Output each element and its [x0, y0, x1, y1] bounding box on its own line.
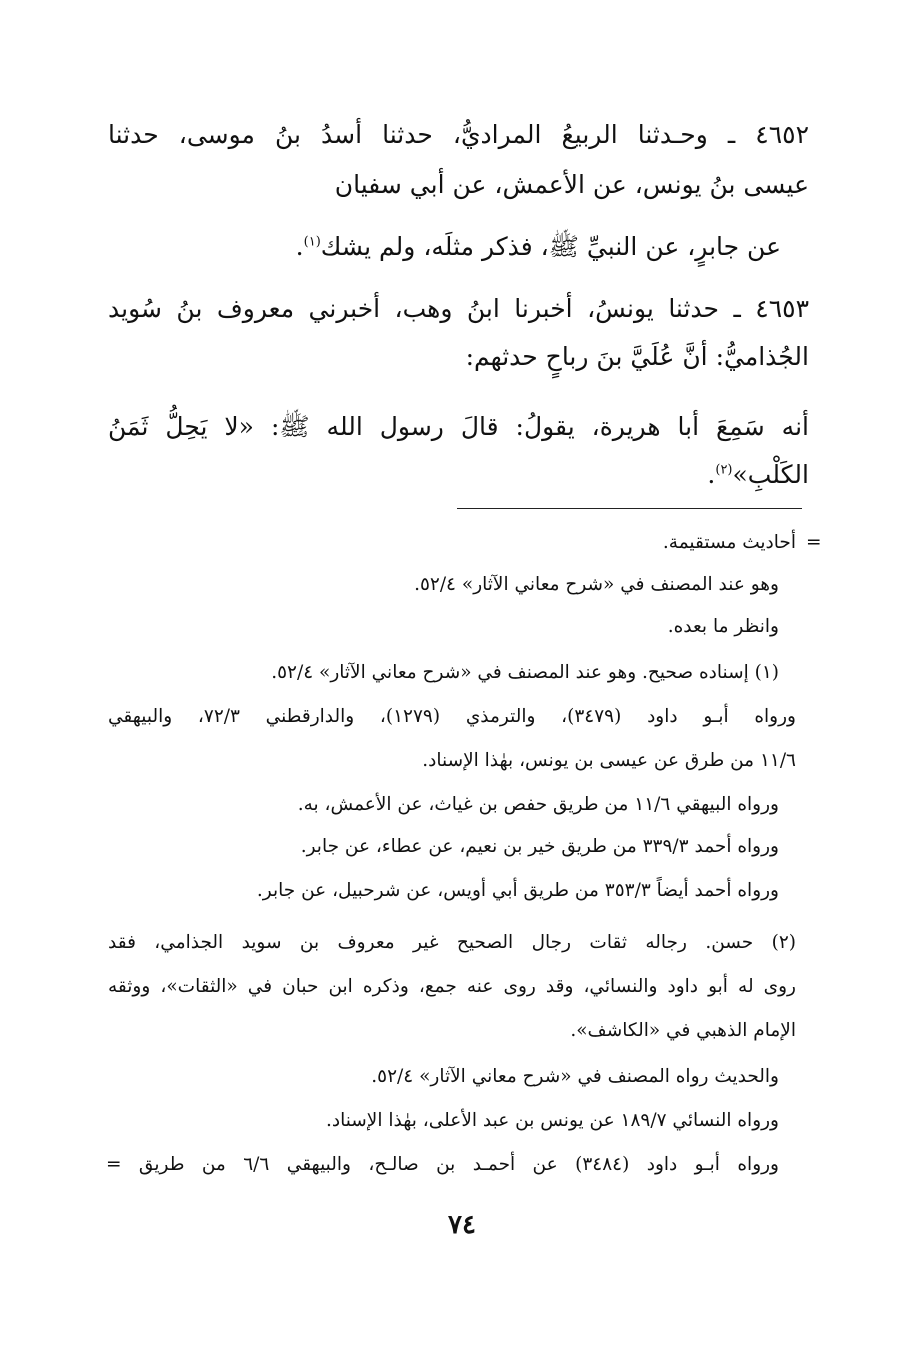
footnote-line-4: (١) إسناده صحيح. وهو عند المصنف في «شرح معاني الآثار» ٥٢/٤.: [271, 662, 779, 683]
footnote-line-1: أحاديث مستقيمة.: [662, 532, 796, 553]
footnote-line-14: ورواه النسائي ١٨٩/٧ عن يونس بن عبد الأعلى، بهٰذا الإسناد.: [325, 1110, 779, 1131]
footnote-line-9: ورواه أحمد أيضاً ٣٥٣/٣ من طريق أبي أويس، عن شرحبيل، عن جابر.: [256, 880, 779, 901]
hadith-4652-line-1: ٤٦٥٢ ـ وحـدثنا الربيعُ المراديُّ، حدثنا أسدُ بنُ موسى، حدثنا: [108, 120, 809, 149]
period: .: [295, 232, 304, 261]
footnote-line-10: (٢) حسن. رجاله ثقات رجال الصحيح غير معروف بن سويد الجذامي، فقد: [108, 932, 796, 953]
footnote-line-2: وهو عند المصنف في «شرح معاني الآثار» ٥٢/٤.: [414, 574, 779, 595]
footnote-line-12: الإمام الذهبي في «الكاشف».: [570, 1020, 796, 1041]
footnote-line-8: ورواه أحمد ٣٣٩/٣ من طريق خير بن نعيم، عن عطاء، عن جابر.: [300, 836, 779, 857]
hadith-4653-line-2: الجُذاميُّ: أنَّ عُلَيَّ بنَ رباحٍ حدثهم:: [465, 342, 809, 371]
page-number: ٧٤: [448, 1210, 476, 1240]
footnote-line-6: ١١/٦ من طرق عن عيسى بن يونس، بهٰذا الإسناد.: [422, 750, 796, 771]
footnote-line-7: ورواه البيهقي ١١/٦ من طريق حفص بن غياث، عن الأعمش، به.: [297, 794, 779, 815]
hadith-4652-text: عن جابرٍ، عن النبيِّ ﷺ، فذكر مثلَه، ولم يشك: [320, 232, 781, 261]
footnote-line-5: ورواه أبـو داود (٣٤٧٩)، والترمذي (١٢٧٩)، والدارقطني ٧٢/٣، والبيهقي: [108, 706, 796, 727]
hadith-4652-line-2: عيسى بنُ يونس، عن الأعمش، عن أبي سفيان: [334, 170, 809, 199]
hadith-4653-line-1: ٤٦٥٣ ـ حدثنا يونسُ، أخبرنا ابنُ وهب، أخبرني معروف بنُ سُويد: [108, 294, 809, 323]
footnote-line-11: روى له أبو داود والنسائي، وقد روى عنه جمع، وذكره ابن حبان في «الثقات»، ووثقه: [108, 976, 796, 997]
footnote-ref-1[interactable]: (١): [303, 234, 321, 250]
hadith-4653-text: الكَلْبِ»: [732, 460, 809, 489]
hadith-4652-line-3: [296, 230, 781, 264]
footnote-ref-2[interactable]: (٢): [715, 462, 733, 478]
period: .: [707, 460, 716, 489]
continuation-mark: =: [806, 532, 822, 553]
footnote-separator: [457, 508, 802, 509]
footnote-line-13: والحديث رواه المصنف في «شرح معاني الآثار» ٥٢/٤.: [371, 1066, 779, 1087]
footnote-line-3: وانظر ما بعده.: [667, 616, 779, 637]
hadith-4653-line-4: [707, 458, 809, 492]
footnote-line-15: ورواه أبـو داود (٣٤٨٤) عن أحمـد بن صالـح، والبيهقي ٦/٦ من طريق =: [106, 1154, 779, 1175]
hadith-4653-line-3: أنه سَمِعَ أبا هريرة، يقولُ: قالَ رسول الله ﷺ: «لا يَحِلُّ ثَمَنُ: [108, 412, 809, 441]
